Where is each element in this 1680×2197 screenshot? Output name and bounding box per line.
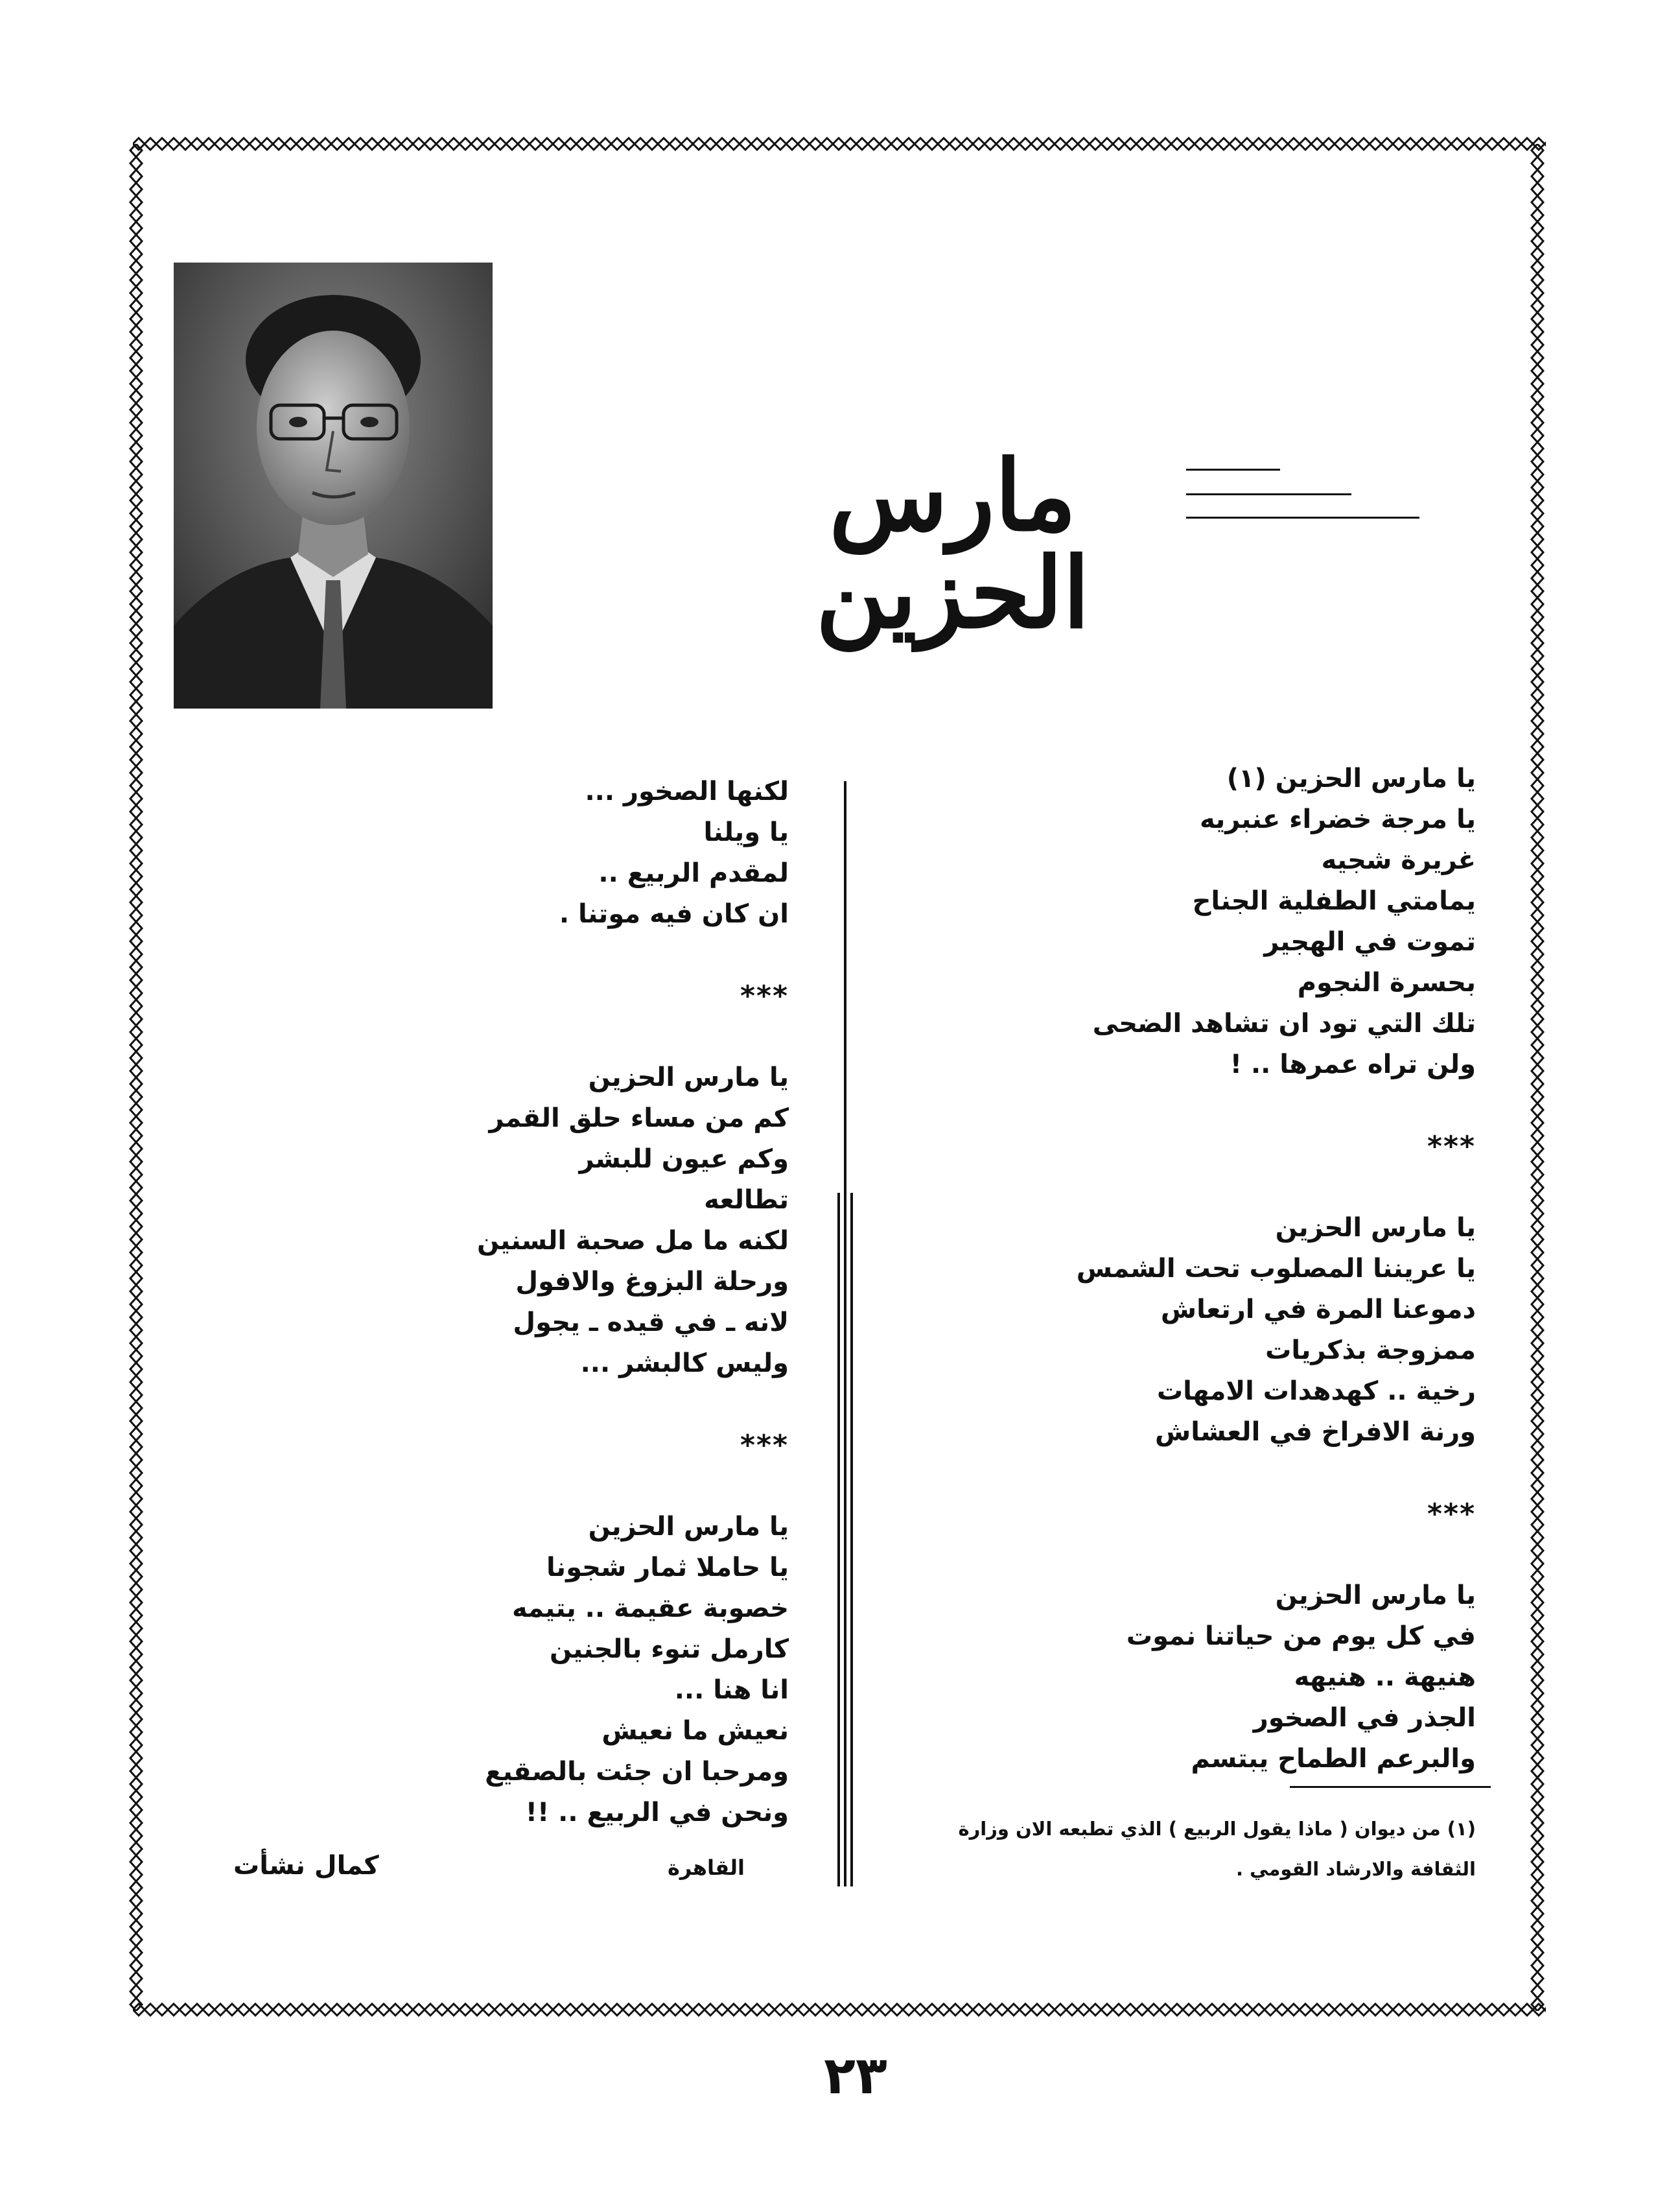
footnote-line: الثقافة والارشاد القومي . (1235, 1858, 1476, 1880)
poem-line: يا حاملا ثمار شجونا (546, 1553, 789, 1582)
city-name: القاهرة (668, 1855, 745, 1880)
poem-line: دموعنا المرة في ارتعاش (1160, 1295, 1476, 1324)
page-number: ٢٣ (824, 2045, 887, 2106)
title-rule (1186, 493, 1351, 495)
poem-line: ورحلة البزوغ والافول (515, 1267, 789, 1297)
footnote-line: (١) من ديوان ( ماذا يقول الربيع ) الذي تطبعه الان وزارة (958, 1818, 1476, 1840)
poem-line: تلك التي تود ان تشاهد الضحى (1092, 1009, 1476, 1039)
poem-line: ونحن في الربيع .. !! (525, 1798, 789, 1827)
poem-line: ومرحبا ان جئت بالصقيع (485, 1757, 789, 1787)
column-divider (837, 1193, 840, 1886)
stanza-separator: *** (1427, 1130, 1476, 1163)
poem-line: وكم عيون للبشر (579, 1144, 789, 1174)
poem-line: يا عريننا المصلوب تحت الشمس (1076, 1254, 1476, 1284)
stanza-gap (828, 1167, 1476, 1208)
border-right (1528, 144, 1546, 2011)
author-portrait (174, 263, 493, 709)
poem-line: غريرة شجيه (1321, 845, 1476, 875)
footnote-rule (1290, 1786, 1491, 1788)
poem-line: رخية .. كهدهدات الامهات (1156, 1376, 1476, 1406)
poem-line: يا مرجة خضراء عنبريه (1200, 805, 1476, 834)
poem-line: كارمل تنوء بالجنين (549, 1634, 789, 1664)
stanza-separator: *** (1427, 1498, 1476, 1531)
stanza-gap (335, 1384, 789, 1425)
poem-line: في كل يوم من حياتنا نموت (1126, 1621, 1476, 1651)
poem-line: نعيش ما نعيش (601, 1716, 789, 1746)
poem-line: يا مارس الحزين (588, 1512, 789, 1542)
border-bottom (133, 2001, 1546, 2019)
poem-line: يا مارس الحزين (588, 1063, 789, 1092)
poem-line: تطالعه (704, 1185, 789, 1215)
stanza-gap (335, 1016, 789, 1057)
poem-title: مارس الحزين (815, 439, 1090, 650)
poem-line: كم من مساء حلق القمر (489, 1103, 789, 1133)
author-name: كمال نشأت (233, 1851, 379, 1881)
poem-line: لمقدم الربيع .. (598, 858, 789, 888)
poem-column-left (335, 771, 789, 1833)
poem-line: خصوبة عقيمة .. يتيمه (511, 1593, 789, 1623)
title-rule (1186, 517, 1419, 519)
stanza-gap (828, 1085, 1476, 1126)
poem-line: انا هنا ... (674, 1675, 789, 1705)
poem-line: بحسرة النجوم (1297, 968, 1476, 998)
poem-line: يا ويلنا (703, 817, 789, 847)
poem-line: وليس كالبشر ... (580, 1348, 789, 1378)
poem-line: يمامتي الطفلية الجناح (1192, 886, 1476, 916)
poem-line: لانه ـ في قيده ـ يجول (513, 1308, 789, 1337)
stanza-gap (335, 1466, 789, 1507)
poem-line: ولن تراه عمرها .. ! (1230, 1050, 1476, 1079)
stanza-gap (335, 935, 789, 976)
poem-line: لكنه ما مل صحبة السنين (477, 1226, 789, 1256)
border-left (127, 144, 145, 2011)
poem-line: الجذر في الصخور (1253, 1703, 1476, 1733)
footnote (834, 1809, 1476, 1889)
stanza-gap (828, 1453, 1476, 1494)
poem-line: هنيهة .. هنيهه (1294, 1662, 1476, 1692)
poem-column-right (828, 758, 1476, 1780)
column-divider (844, 781, 846, 1886)
border-top (133, 135, 1546, 153)
poem-line: ورنة الافراخ في العشاش (1155, 1417, 1476, 1447)
poem-line: لكنها الصخور ... (585, 777, 789, 806)
poem-line: يا مارس الحزين (1275, 1580, 1476, 1610)
poem-line: يا مارس الحزين (١) (1226, 764, 1476, 793)
poem-line: ان كان فيه موتنا . (559, 899, 789, 929)
stanza-separator: *** (740, 980, 789, 1013)
stanza-gap (828, 1534, 1476, 1575)
poem-line: ممزوجة بذكريات (1265, 1335, 1476, 1365)
poem-line: يا مارس الحزين (1275, 1213, 1476, 1243)
stanza-separator: *** (740, 1429, 789, 1462)
column-divider (850, 1193, 853, 1886)
title-rule (1186, 469, 1280, 471)
poem-line: تموت في الهجير (1264, 927, 1476, 957)
poem-line: والبرعم الطماح يبتسم (1191, 1744, 1476, 1774)
